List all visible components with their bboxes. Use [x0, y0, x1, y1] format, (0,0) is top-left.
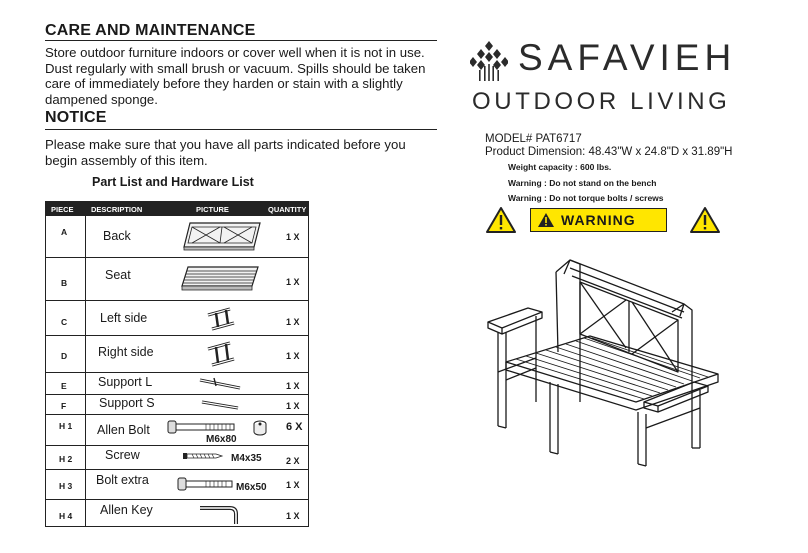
piece-id: A: [61, 227, 68, 237]
piece-id: H 1: [59, 421, 73, 431]
brand-subtitle: OUTDOOR LIVING: [472, 88, 731, 115]
seat-picture: [180, 264, 262, 294]
part-description: Left side: [100, 311, 148, 325]
left-side-picture: [204, 305, 238, 333]
piece-id: B: [61, 278, 68, 288]
table-row: [46, 335, 308, 372]
bolt-extra-picture: [176, 475, 236, 493]
piece-id: H 2: [59, 454, 73, 464]
part-description: Support L: [98, 375, 153, 389]
warning-triangle-icon: [485, 206, 517, 234]
part-quantity: 1 X: [286, 232, 300, 242]
table-row: [46, 469, 308, 499]
part-quantity: 1 X: [286, 511, 300, 521]
part-description: Back: [103, 229, 131, 243]
hardware-size: M4x35: [231, 453, 262, 464]
piece-id: C: [61, 317, 68, 327]
part-description: Support S: [99, 396, 155, 410]
piece-id: D: [61, 351, 68, 361]
product-dimension: Product Dimension: 48.43"W x 24.8"D x 31.89"H: [485, 146, 733, 158]
parts-list-title: Part List and Hardware List: [92, 175, 254, 189]
notice-line: Please make sure that you have all parts indicated before you: [45, 137, 406, 152]
part-quantity: 1 X: [286, 381, 300, 391]
back-panel-picture: [182, 219, 264, 253]
part-description: Allen Bolt: [97, 423, 150, 437]
warning-label: WARNING: [561, 212, 636, 228]
part-description: Bolt extra: [96, 473, 149, 487]
parts-table: [45, 201, 309, 527]
piece-id: F: [61, 401, 67, 411]
col-quantity: QUANTITY: [268, 205, 307, 214]
care-line: dampened sponge.: [45, 91, 158, 107]
piece-id: H 3: [59, 481, 73, 491]
hardware-size: M6x80: [206, 434, 237, 445]
part-quantity: 1 X: [286, 277, 300, 287]
notice-heading-rule: [45, 129, 437, 130]
part-quantity: 1 X: [286, 480, 300, 490]
table-row: [46, 216, 308, 257]
table-row: [46, 300, 308, 335]
table-row: [46, 257, 308, 300]
table-row: [46, 372, 308, 394]
screw-picture: [182, 450, 224, 462]
part-quantity: 1 X: [286, 351, 300, 361]
piece-id: E: [61, 381, 67, 391]
hardware-size: M6x50: [236, 482, 267, 493]
table-header: [46, 202, 308, 216]
table-row: [46, 445, 308, 469]
part-quantity: 2 X: [286, 456, 300, 466]
care-heading: CARE AND MAINTENANCE: [45, 22, 256, 39]
warning-triangle-icon: [537, 212, 555, 228]
brand-name: SAFAVIEH: [518, 37, 737, 78]
allen-key-picture: [196, 504, 240, 526]
weight-capacity: Weight capacity : 600 lbs.: [508, 162, 612, 172]
safavieh-logo-icon: [470, 40, 508, 82]
right-side-picture: [204, 339, 238, 369]
care-line: Store outdoor furniture indoors or cover well when it is not in use.: [45, 45, 425, 60]
warning-triangle-icon: [689, 206, 721, 234]
col-description: DESCRIPTION: [91, 205, 143, 214]
notice-heading: NOTICE: [45, 109, 107, 126]
notice-line: begin assembly of this item.: [45, 152, 208, 168]
part-description: Seat: [105, 268, 131, 282]
support-s-picture: [198, 396, 242, 414]
part-description: Screw: [105, 448, 140, 462]
part-quantity: 6 X: [286, 421, 303, 433]
piece-id: H 4: [59, 511, 73, 521]
care-line: Dust regularly with small brush or vacuum. Spills should be taken: [45, 60, 426, 76]
warning-torque: Warning : Do not torque bolts / screws: [508, 193, 664, 203]
part-quantity: 1 X: [286, 401, 300, 411]
col-piece: PIECE: [51, 205, 74, 214]
care-heading-rule: [45, 40, 437, 41]
warning-label-box: [530, 208, 667, 232]
care-line: care of immediately before they harden or stain with a slightly: [45, 76, 403, 92]
bench-illustration: [486, 252, 732, 482]
table-row: [46, 394, 308, 414]
table-row: [46, 414, 308, 445]
part-description: Right side: [98, 345, 154, 359]
part-description: Allen Key: [100, 503, 153, 517]
col-picture: PICTURE: [196, 205, 229, 214]
part-quantity: 1 X: [286, 317, 300, 327]
warning-stand: Warning : Do not stand on the bench: [508, 178, 657, 188]
care-text: [45, 45, 445, 107]
table-row: [46, 499, 308, 526]
support-l-picture: [196, 374, 244, 394]
model-number: MODEL# PAT6717: [485, 133, 582, 145]
notice-text: [45, 137, 445, 168]
